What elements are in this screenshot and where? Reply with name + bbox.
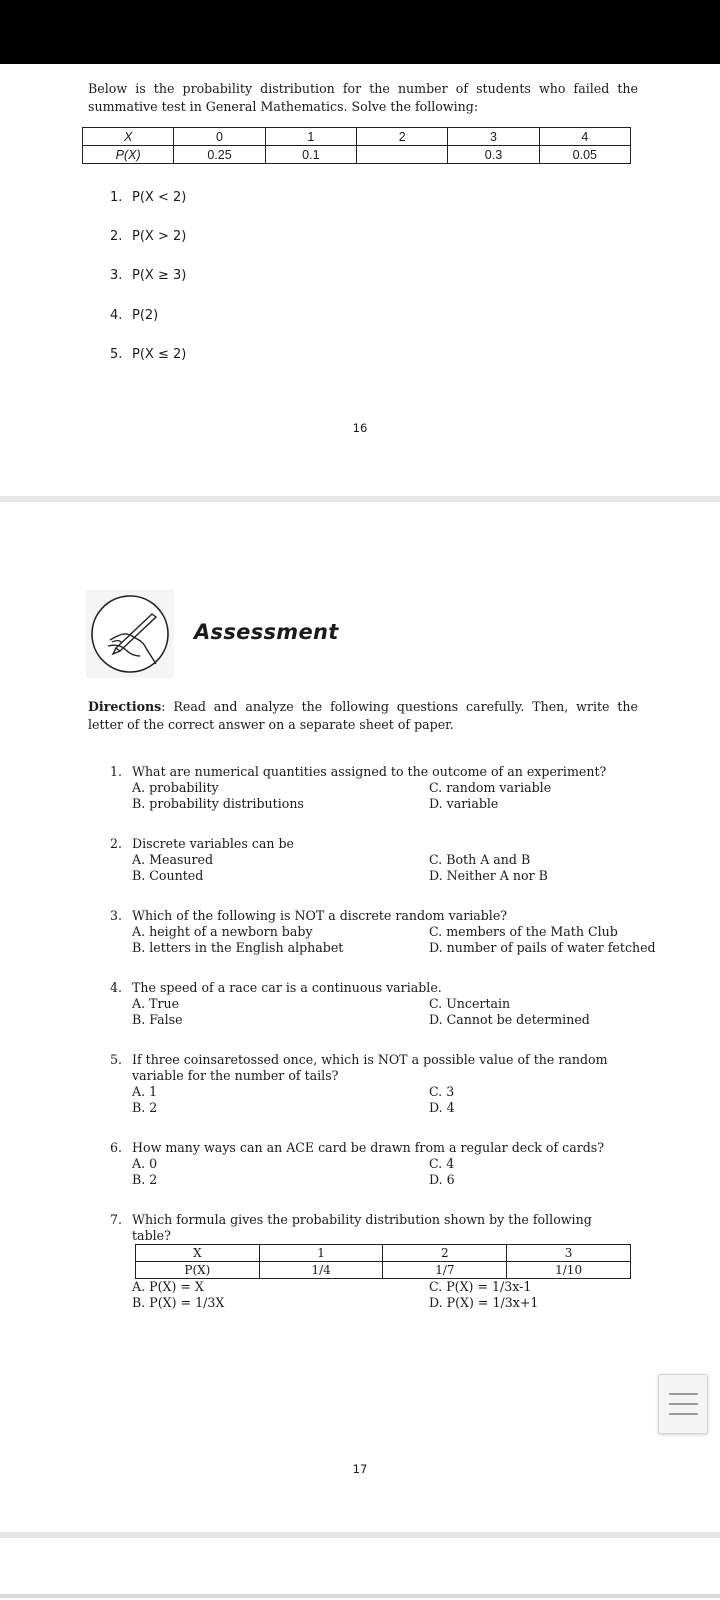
intro-text: Below is the probability distribution for the number of students who failed the summative test in General Mathematics. Solve the following:: [88, 81, 638, 114]
menu-icon-line: [669, 1403, 698, 1405]
table-row-x: [136, 1245, 631, 1262]
option-d: D. 4: [429, 1100, 455, 1115]
problem-item: 3. P(X ≥ 3): [110, 268, 187, 283]
table-cell: 3: [507, 1245, 631, 1262]
table-header-x: X: [136, 1245, 260, 1262]
table-header-x: X: [83, 128, 174, 146]
option-c: C. random variable: [429, 780, 552, 795]
table-cell: 4: [539, 128, 630, 146]
option-d: D. variable: [429, 796, 499, 811]
directions-text: [88, 698, 638, 734]
option-a: A. probability: [132, 780, 219, 795]
problem-item: 2. P(X > 2): [110, 229, 187, 244]
option-b: B. False: [132, 1012, 183, 1027]
question-4: 4. The speed of a race car is a continuous variable. A. True C. Uncertain B. False D. Cannot be determined: [110, 980, 590, 1027]
option-d: D. P(X) = 1/3x+1: [429, 1295, 539, 1310]
menu-icon: [669, 1393, 698, 1395]
table-row-x: [83, 128, 631, 146]
directions-body: : Read and analyze the following questions carefully. Then, write the letter of the correct answer on a separate sheet of paper.: [88, 699, 638, 732]
table-header-p: P(X): [83, 146, 174, 164]
table-cell: 0.25: [174, 146, 265, 164]
option-b: B. P(X) = 1/3X: [132, 1295, 225, 1310]
option-a: A. height of a newborn baby: [132, 924, 313, 939]
option-c: C. Uncertain: [429, 996, 511, 1011]
option-c: C. P(X) = 1/3x-1: [429, 1279, 532, 1294]
assessment-heading: Assessment: [194, 620, 339, 644]
menu-icon-line: [669, 1413, 698, 1415]
option-d: D. Cannot be determined: [429, 1012, 590, 1027]
page-separator: [0, 1532, 720, 1538]
option-d: D. Neither A nor B: [429, 868, 548, 883]
option-d: D. number of pails of water fetched: [429, 940, 656, 955]
formula-table: [135, 1244, 631, 1279]
menu-button[interactable]: [658, 1374, 708, 1434]
question-3: 3. Which of the following is NOT a discrete random variable? A. height of a newborn baby C. members of the Math Club B. letters in the English alphabet D. number of pails of water fetched: [110, 908, 656, 955]
table-cell: 1/7: [383, 1262, 507, 1279]
table-cell: 0.1: [265, 146, 356, 164]
option-c: C. members of the Math Club: [429, 924, 618, 939]
question-2: 2. Discrete variables can be A. Measured C. Both A and B B. Counted D. Neither A nor B: [110, 836, 548, 883]
option-c: C. Both A and B: [429, 852, 531, 867]
question-7: 7. Which formula gives the probability distribution shown by the following table? X 1 2 3 P(X) 1/4 1/7 1/10 A. P(X) = X C. P(X) = 1/3x-1 B. P(X) = 1/3X D. P(X) = 1/3x+1: [110, 1212, 670, 1311]
option-a: A. 1: [132, 1084, 158, 1099]
option-a: A. True: [132, 996, 180, 1011]
bottom-bar: [0, 1594, 720, 1598]
question-1: 1. What are numerical quantities assigned to the outcome of an experiment? A. probability C. random variable B. probability distributions D. variable: [110, 764, 607, 811]
option-a: A. Measured: [132, 852, 214, 867]
table-cell: 1: [265, 128, 356, 146]
option-b: B. Counted: [132, 868, 204, 883]
question-5: 5. If three coinsaretossed once, which is NOT a possible value of the random variable for the number of tails? A. 1 C. 3 B. 2 D. 4: [110, 1052, 608, 1115]
table-header-p: P(X): [136, 1262, 260, 1279]
table-cell: 2: [383, 1245, 507, 1262]
option-b: B. probability distributions: [132, 796, 304, 811]
table-cell-blank: [357, 146, 448, 164]
table-cell: 1: [259, 1245, 383, 1262]
problem-item: 5. P(X ≤ 2): [110, 347, 187, 362]
table-cell: 1/10: [507, 1262, 631, 1279]
table-row-p: [136, 1262, 631, 1279]
option-d: D. 6: [429, 1172, 455, 1187]
option-a: A. P(X) = X: [132, 1279, 204, 1294]
option-b: B. 2: [132, 1172, 158, 1187]
table-row-p: [83, 146, 631, 164]
page-number: 17: [352, 1462, 368, 1476]
option-b: B. 2: [132, 1100, 158, 1115]
page-separator: [0, 496, 720, 502]
table-cell: 0.3: [448, 146, 539, 164]
question-6: 6. How many ways can an ACE card be drawn from a regular deck of cards? A. 0 C. 4 B. 2 D. 6: [110, 1140, 605, 1187]
probability-table: [82, 127, 631, 164]
page-number: 16: [352, 421, 368, 435]
table-cell: 1/4: [259, 1262, 383, 1279]
option-a: A. 0: [132, 1156, 158, 1171]
problem-item: 4. P(2): [110, 308, 159, 323]
table-cell: 2: [357, 128, 448, 146]
problem-item: 1. P(X < 2): [110, 190, 187, 205]
directions-label: Directions: [88, 699, 162, 714]
table-cell: 0.05: [539, 146, 630, 164]
option-c: C. 4: [429, 1156, 455, 1171]
table-cell: 3: [448, 128, 539, 146]
option-b: B. letters in the English alphabet: [132, 940, 344, 955]
top-black-bar: [0, 0, 720, 64]
hand-writing-icon: [86, 590, 174, 678]
table-cell: 0: [174, 128, 265, 146]
option-c: C. 3: [429, 1084, 455, 1099]
